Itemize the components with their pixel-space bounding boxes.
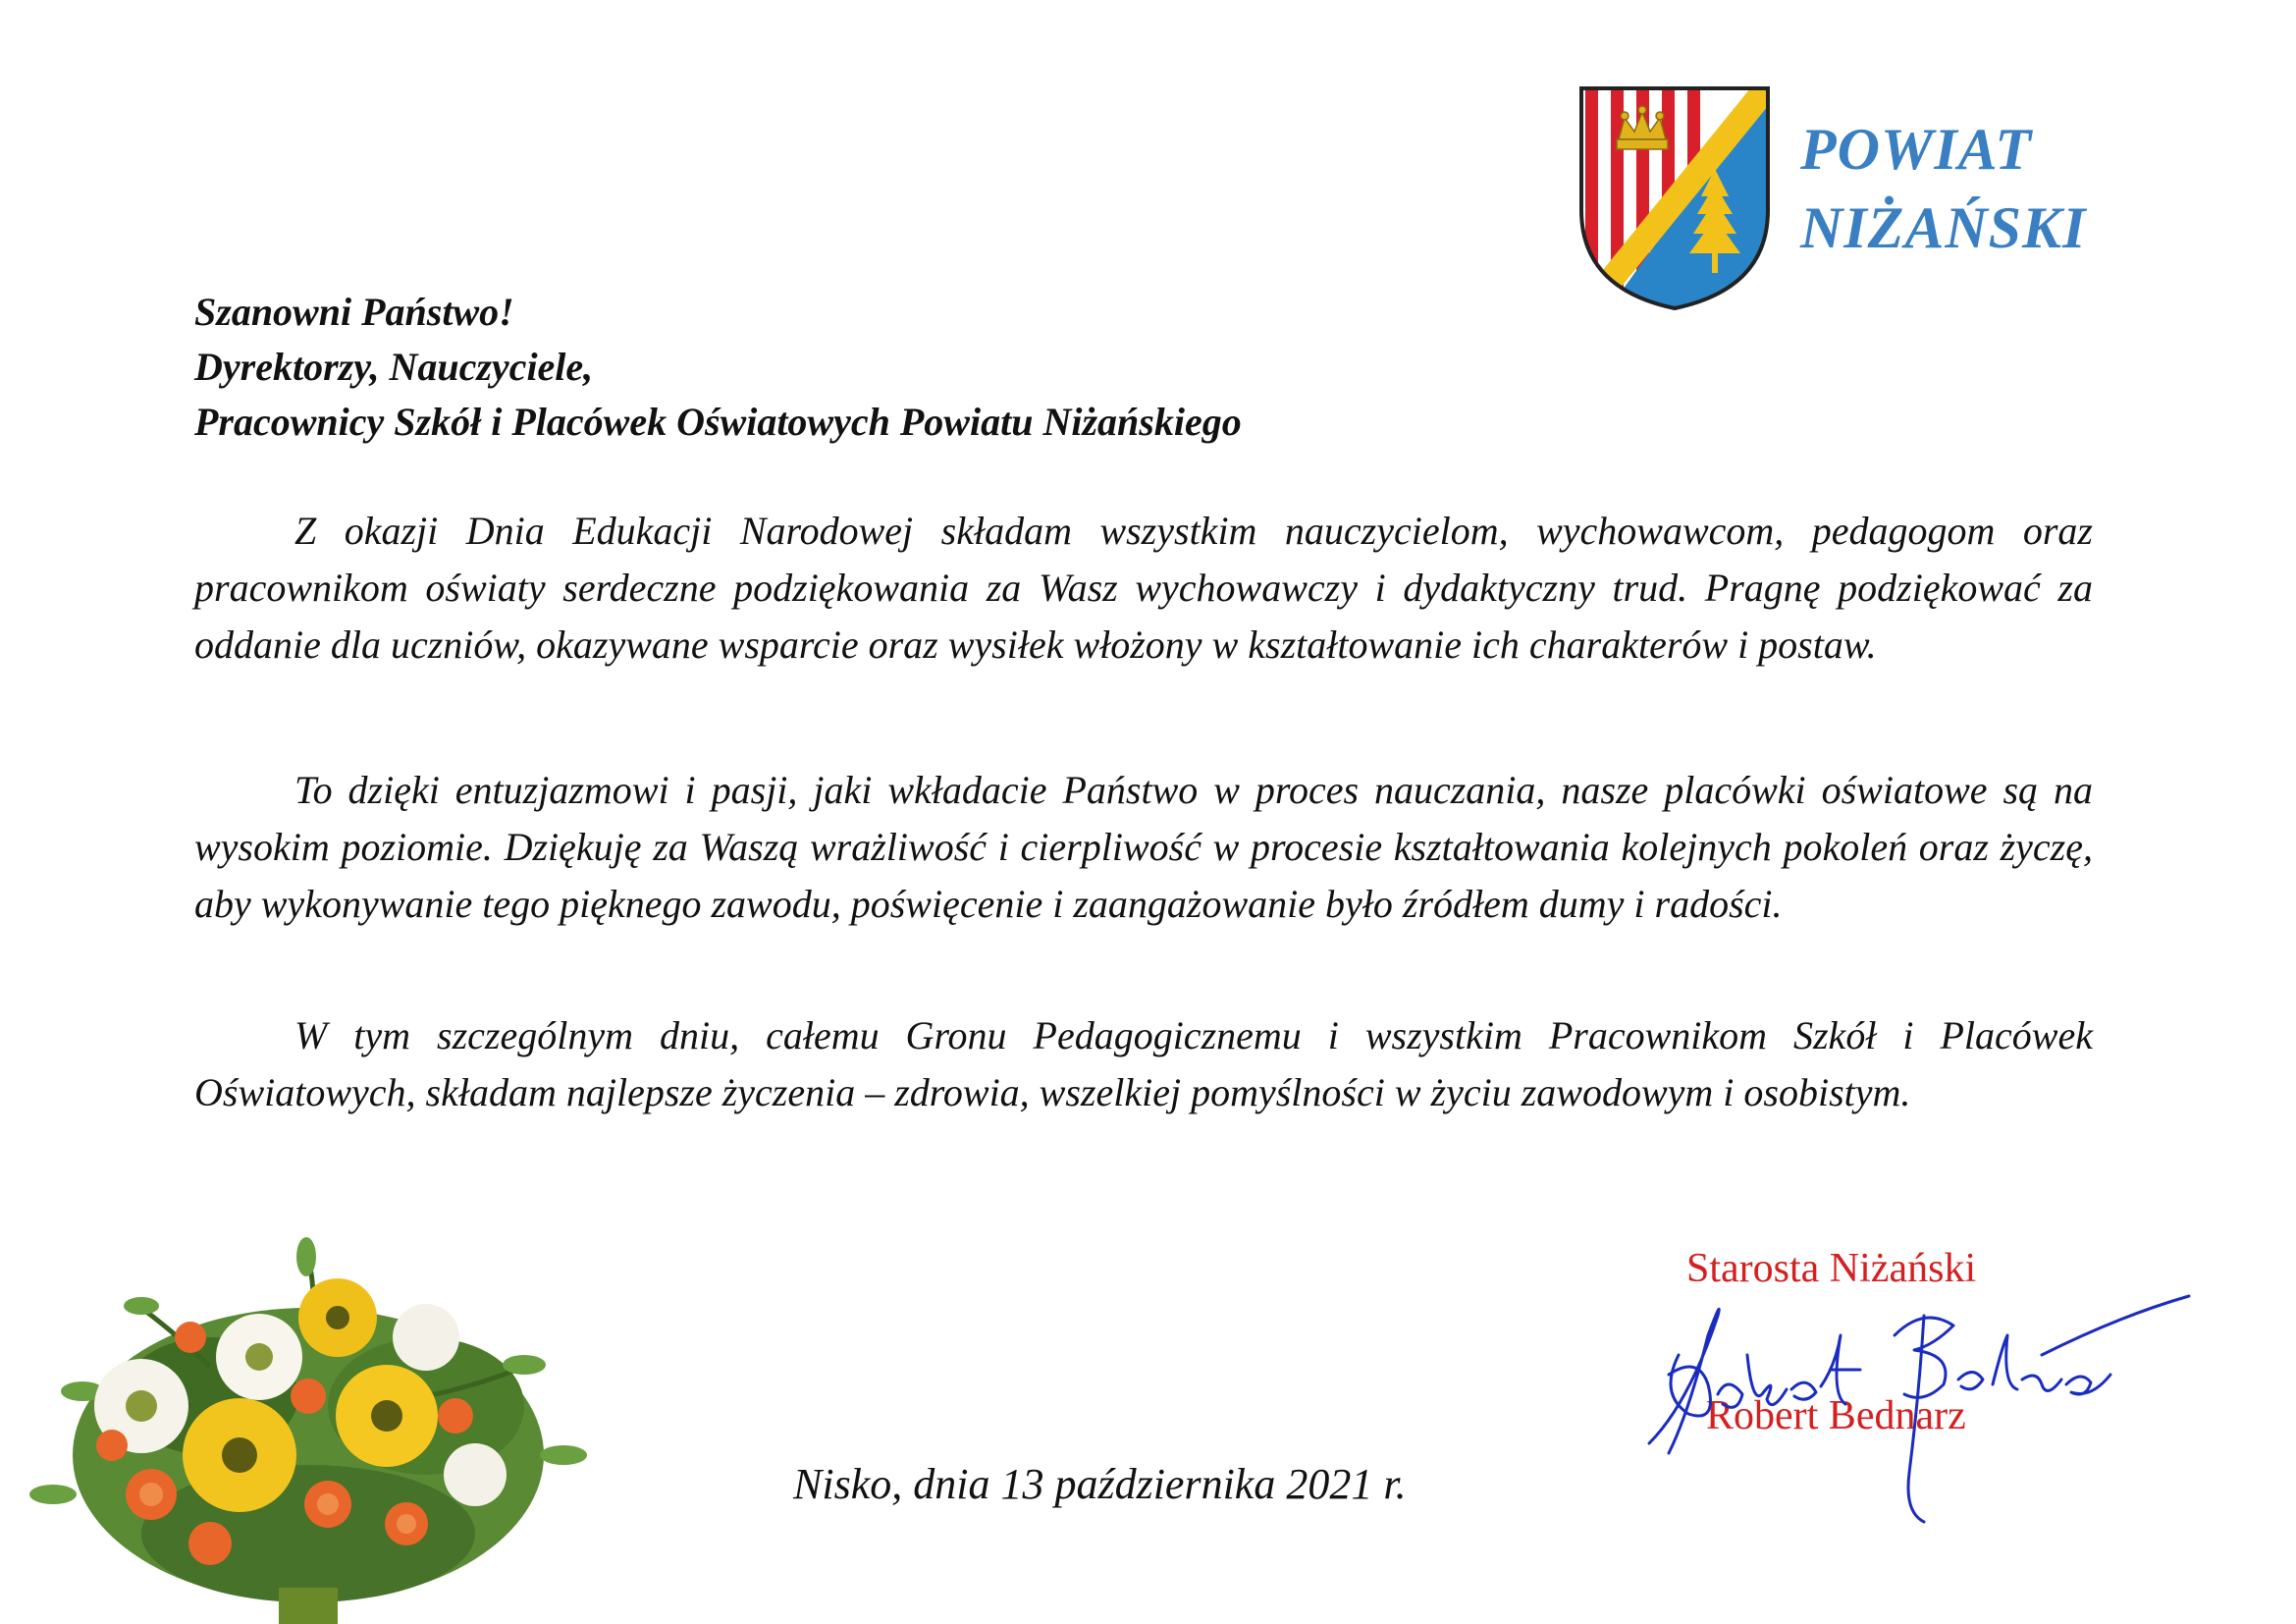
brand-line-nizanski: NIŻAŃSKI [1800,195,2087,260]
brand-title [1800,110,2086,267]
date-place: Nisko, dnia 13 października 2021 r. [793,1460,1407,1508]
flower-bouquet-image [14,1200,622,1624]
salutation-line-1: Szanowni Państwo! [194,290,514,334]
body-paragraph-1: Z okazji Dnia Edukacji Narodowej składam wszystkim nauczycielom, wychowawcom, pedagogom oraz pracownikom oświaty serdeczne podziękowania za Wasz wychowawczy i dydaktyczny trud. Pragnę podziękować za oddanie dla uczniów, okazywane wsparcie oraz wysiłek włożony w kształtowanie ich charakterów i postaw. [194,509,2093,667]
body-paragraph-2: To dzięki entuzjazmowi i pasji, jaki wkładacie Państwo w proces nauczania, nasze placówki oświatowe są na wysokim poziomie. Dziękuję za Waszą wrażliwość i cierpliwość w procesie kształtowania kolejnych pokoleń oraz życzę, aby wykonywanie tego pięknego zawodu, poświęcenie i zaangażowanie było źródłem dumy i radości. [194,768,2093,926]
salutation-line-3: Pracownicy Szkół i Placówek Oświatowych Powiatu Niżańskiego [194,400,1242,444]
brand-line-powiat: POWIAT [1800,117,2033,182]
handwritten-signature [1629,1276,2199,1532]
body-paragraph-3: W tym szczególnym dniu, całemu Gronu Pedagogicznemu i wszystkim Pracownikom Szkół i Placówek Oświatowych, składam najlepsze życzenia – zdrowia, wszelkiej pomyślności w życiu zawodowym i osobistym. [194,1013,2093,1114]
signature-title: Starosta Niżański [1686,1246,1977,1291]
salutation [194,285,1242,450]
signature-name: Robert Bednarz [1706,1393,1966,1438]
salutation-line-2: Dyrektorzy, Nauczyciele, [194,345,594,389]
coat-of-arms-icon [1575,82,1774,314]
